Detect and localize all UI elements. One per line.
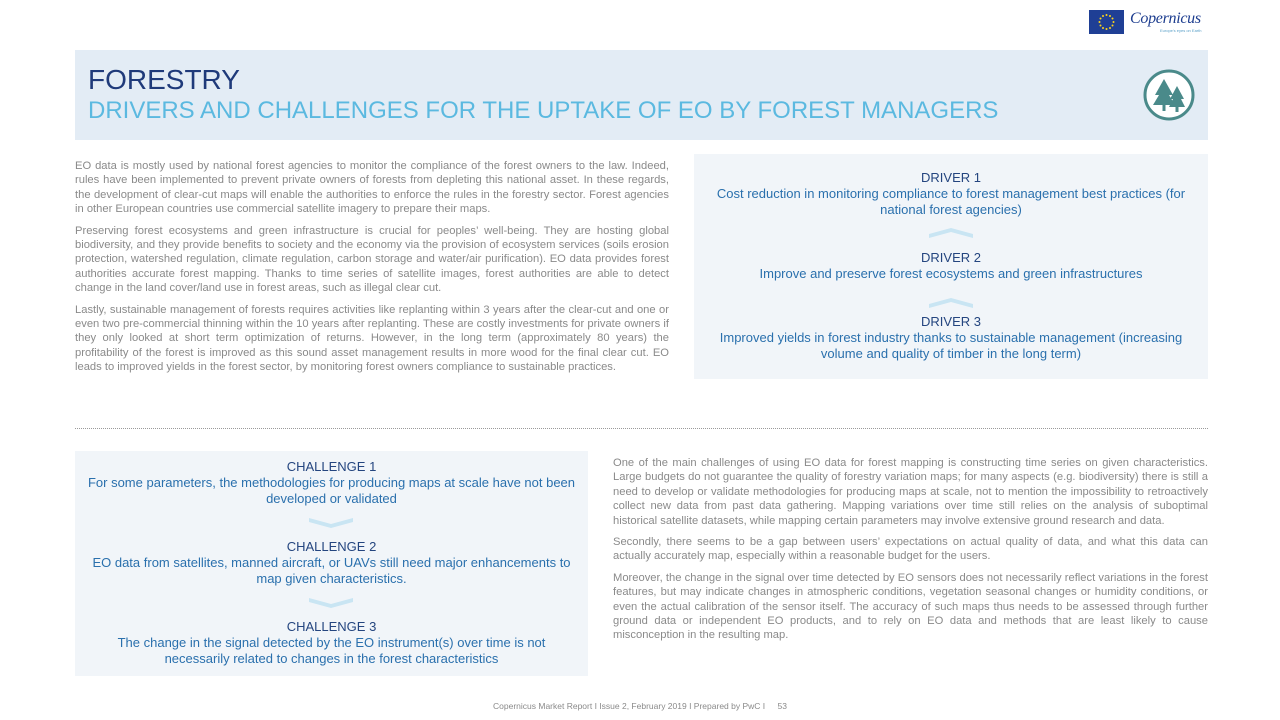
footer-text: Copernicus Market Report I Issue 2, February 2019 I Prepared by PwC I <box>493 701 766 711</box>
challenge-1 <box>75 459 588 507</box>
intro-paragraph-1: EO data is mostly used by national forest agencies to monitor the compliance of the forest owners to the law. Indeed, rules have been implemented to prevent private owners of forests from depleting this national asset. In these regards, the development of clear-cut maps will enable the authorities to enforce the rules in the forestry sector. Forest agencies in other European countries use commercial satellite imagery to prepare their maps. <box>75 160 669 216</box>
driver-3-desc: Improved yields in forest industry thanks to sustainable management (increasing volume and quality of timber in the long term) <box>719 330 1183 361</box>
page-title: FORESTRY <box>88 64 240 95</box>
intro-paragraph-3: Lastly, sustainable management of forests requires activities like replanting within 3 years after the clear-cut and one or even two pre-commercial thinning within the 10 years after replanting. These are costly investments for private owners if they only looked at short term optimization of returns. However, in the long term (approximately 80 years) the profitability of the forest is improved as this sound asset management results in more wood for the final clear cut. EO leads to improved yields in the forest sector, by monitoring forest owners compliance to sustainable practices. <box>75 303 669 374</box>
challenge-1-title: CHALLENGE 1 <box>286 459 377 474</box>
challenge-1-desc: For some parameters, the methodologies for producing maps at scale have not been developed or validated <box>87 475 576 506</box>
copernicus-tagline: Europe's eyes on Earth <box>1160 28 1202 33</box>
chevron-up-icon <box>929 225 973 237</box>
driver-3-title: DRIVER 3 <box>921 314 981 329</box>
challenges-box <box>75 451 588 676</box>
chevron-up-icon <box>929 295 973 307</box>
driver-3 <box>694 314 1208 362</box>
eu-flag-icon <box>1089 10 1124 34</box>
challenge-2 <box>75 539 588 587</box>
intro-text <box>75 159 669 382</box>
copernicus-logo-text: Copernicus <box>1130 10 1201 27</box>
page-subtitle: DRIVERS AND CHALLENGES FOR THE UPTAKE OF EO BY FOREST MANAGERS <box>88 97 999 124</box>
challenge-3 <box>75 619 588 667</box>
header-band <box>75 50 1208 140</box>
drivers-box <box>694 154 1208 379</box>
challenge-3-desc: The change in the signal detected by the EO instrument(s) over time is not necessarily related to changes in the forest characteristics <box>117 635 546 666</box>
chevron-down-icon <box>309 597 353 609</box>
driver-2-desc: Improve and preserve forest ecosystems and green infrastructures <box>759 266 1143 281</box>
driver-2 <box>694 250 1208 282</box>
driver-1-title: DRIVER 1 <box>921 170 981 185</box>
intro-paragraph-2: Preserving forest ecosystems and green infrastructure is crucial for peoples’ well-being. They are hosting global biodiversity, and they provide benefits to society and the economy via the provision of ecosystem services (soils erosion protection, watershed regulation, climate regulation, carbon storage and water/air purification). EO data provides forest authorities accurate forest mapping. Thanks to time series of satellite images, forest authorities are able to detect change in the land cover/land use in forest areas, such as illegal clear cut. <box>75 224 669 295</box>
challenge-2-desc: EO data from satellites, manned aircraft, or UAVs still need major enhancements to map given characteristics. <box>92 555 571 586</box>
challenge-paragraph-3: Moreover, the change in the signal over time detected by EO sensors does not necessarily reflect variations in the forest features, but may indicate changes in atmospheric conditions, vegetation seasonal changes or humidity conditions, or even the actual calibration of the sensor itself. The accuracy of such maps thus needs to be assessed through further ground data or independent EO products, and to rely on EO data and methods that are least likely to cause misconception in the resulting map. <box>613 571 1208 642</box>
challenge-2-title: CHALLENGE 2 <box>286 539 377 554</box>
challenge-3-title: CHALLENGE 3 <box>286 619 377 634</box>
challenge-paragraph-2: Secondly, there seems to be a gap between users’ expectations on actual quality of data, and what this data can actually accurately map, especially within a reasonable budget for the users. <box>613 536 1208 563</box>
chevron-down-icon <box>309 517 353 529</box>
page-number: 53 <box>777 701 787 711</box>
copernicus-logo <box>1130 8 1204 36</box>
challenge-paragraph-1: One of the main challenges of using EO data for forest mapping is constructing time series on given characteristics. Large budgets do not guarantee the quality of forestry variation maps; for many aspects (e.g. biodiversity) there is still a need to develop or validate methodologies for producing maps at scale, not to mention the impossibility to retroactively collect new data from past data gathering. Mapping variations over time still relies on the analysis of suboptimal historical satellite datasets, while mapping certain parameters may involve extensive ground research and data. <box>613 457 1208 527</box>
forest-trees-icon <box>1143 69 1195 121</box>
challenges-text <box>613 456 1208 650</box>
driver-1 <box>694 170 1208 218</box>
footer <box>0 701 1280 711</box>
section-divider <box>75 428 1208 429</box>
driver-1-desc: Cost reduction in monitoring compliance to forest management best practices (for national forest agencies) <box>716 186 1186 217</box>
driver-2-title: DRIVER 2 <box>921 250 981 265</box>
